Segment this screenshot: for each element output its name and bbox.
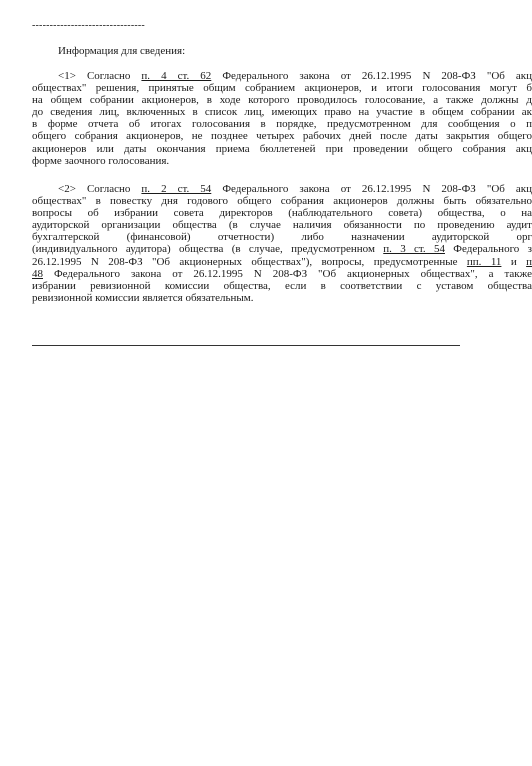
text-line: 48 Федерального закона от 26.12.1995 N 208-ФЗ "Об акционерных обществах", а также [32, 267, 532, 280]
law-reference-link[interactable]: п. 2 ст. 54 [141, 183, 212, 195]
footnote-2 [32, 183, 532, 304]
text-line: обществах" решения, принятые общим собранием акционеров, и итоги голосования могут б [32, 82, 532, 95]
law-reference-link[interactable]: пп. 11 [466, 255, 502, 268]
text-line: избрании ревизионной комиссии общества, если в соответствии с уставом общества [32, 279, 532, 292]
text-line: бухгалтерской (финансовой) отчетности) либо назначении аудиторской орг [32, 231, 532, 244]
text-line: общего собрания акционеров, не позднее четырех рабочих дней после даты закрытия общего [32, 130, 532, 143]
text-line: в форме отчета об итогах голосования в порядке, предусмотренном для сообщения о п [32, 118, 532, 131]
footnote-1 [32, 70, 532, 167]
text-line: обществах" в повестку дня годового общего собрания акционеров должны быть обязательно [32, 195, 532, 208]
horizontal-rule [32, 345, 460, 346]
text-line: до сведения лиц, включенных в список лиц, имеющих право на участие в общем собрании ак [32, 106, 532, 119]
text-line: форме заочного голосования. [32, 154, 170, 167]
text-line: <1> Согласно п. 4 ст. 62 Федерального закона от 26.12.1995 N 208-ФЗ "Об акц [58, 70, 532, 82]
law-reference-link[interactable]: п [526, 255, 532, 268]
text-line: вопросы об избрании совета директоров (наблюдательного совета) общества, о на [32, 207, 532, 220]
text-line: (индивидуального аудитора) общества (в случае, предусмотренном п. 3 ст. 54 Федерального з [32, 243, 532, 256]
info-heading: Информация для сведения: [58, 45, 186, 57]
text-line: аудиторской организации общества (в случае наличия обязанности по проведению аудит [32, 219, 532, 232]
text-line: акционеров или даты окончания приема бюллетеней при проведении общего собрания акц [32, 142, 532, 155]
law-reference-link[interactable]: п. 3 ст. 54 [383, 243, 445, 256]
text-line: на общем собрании акционеров, в ходе которого проводилось голосование, а также должны д [32, 94, 532, 107]
footnote-separator: -------------------------------- [32, 20, 145, 31]
text-line: ревизионной комиссии является обязательным. [32, 291, 254, 304]
law-reference-link[interactable]: 48 [32, 267, 43, 280]
law-reference-link[interactable]: п. 4 ст. 62 [141, 70, 212, 82]
text-line: <2> Согласно п. 2 ст. 54 Федерального закона от 26.12.1995 N 208-ФЗ "Об акц [58, 183, 532, 195]
text-line: 26.12.1995 N 208-ФЗ "Об акционерных обществах"), вопросы, предусмотренные пп. 11 и п [32, 255, 532, 268]
